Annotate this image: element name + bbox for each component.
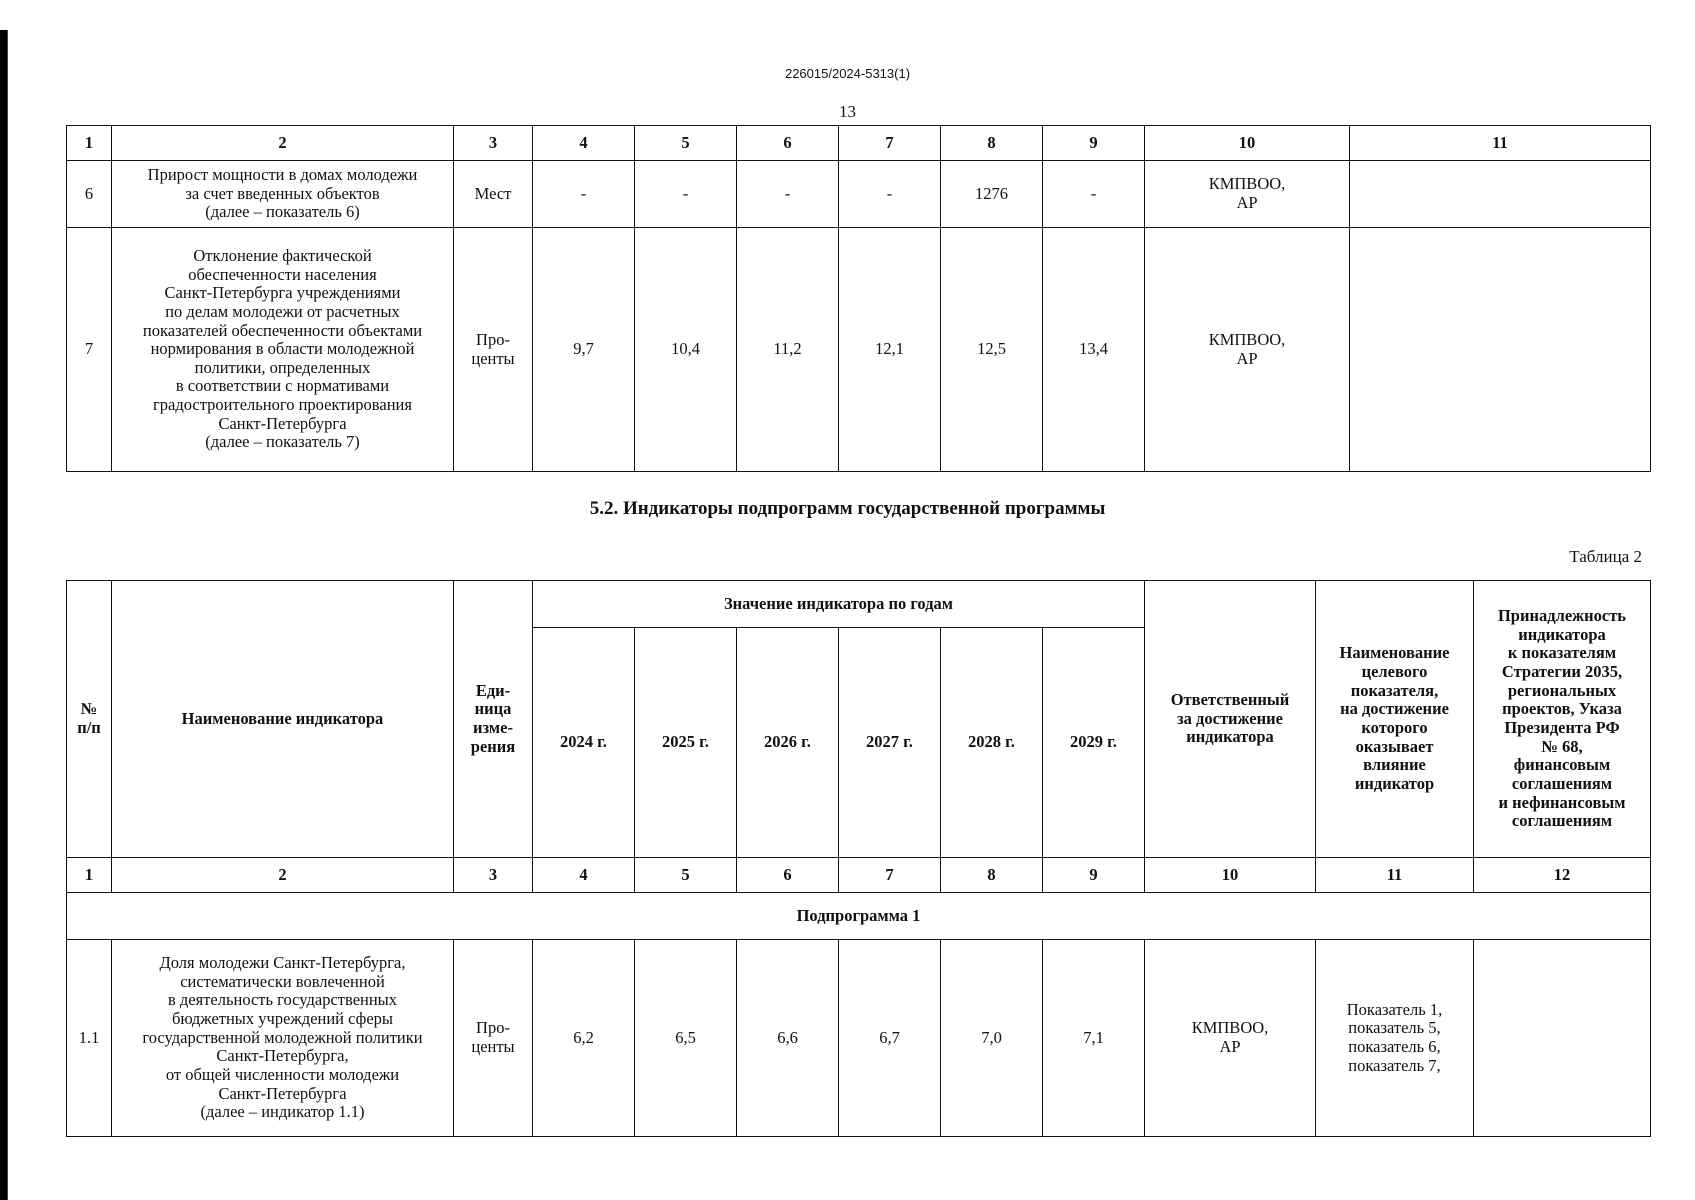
row-number: 6 xyxy=(67,161,112,228)
row-number: 1.1 xyxy=(67,940,112,1137)
col-number: 11 xyxy=(1350,126,1651,161)
column-number-row xyxy=(67,858,1651,893)
value-cell: - xyxy=(635,161,737,228)
header-year: 2024 г. xyxy=(533,628,635,858)
value-cell: 13,4 xyxy=(1043,228,1145,472)
responsible-cell: КМПВОО, АР xyxy=(1145,228,1350,472)
table-row xyxy=(67,161,1651,228)
value-cell: 10,4 xyxy=(635,228,737,472)
value-cell: 6,2 xyxy=(533,940,635,1137)
row-number: 7 xyxy=(67,228,112,472)
responsible-cell: КМПВОО, АР xyxy=(1145,940,1316,1137)
col-number: 7 xyxy=(839,858,941,893)
belonging-cell xyxy=(1474,940,1651,1137)
col-number: 10 xyxy=(1145,126,1350,161)
col-number: 12 xyxy=(1474,858,1651,893)
table-row xyxy=(67,940,1651,1137)
col-number: 4 xyxy=(533,858,635,893)
header-belonging: Принадлежность индикатора к показателям Стратегии 2035, региональных проектов, Указа Президента РФ № 68, финансовым соглашениям и нефинансовым соглашениям xyxy=(1474,581,1651,858)
indicators-table-continued xyxy=(66,125,1651,472)
column-number-row xyxy=(67,126,1651,161)
col-number: 2 xyxy=(112,858,454,893)
section-title: 5.2. Индикаторы подпрограмм государственной программы xyxy=(589,498,1106,519)
header-row xyxy=(67,581,1651,628)
col-number: 7 xyxy=(839,126,941,161)
value-cell: - xyxy=(737,161,839,228)
col-number: 1 xyxy=(67,858,112,893)
col-number: 6 xyxy=(737,126,839,161)
table-label: Таблица 2 xyxy=(1569,547,1642,566)
value-cell: 7,0 xyxy=(941,940,1043,1137)
col-number: 9 xyxy=(1043,126,1145,161)
header-year: 2028 г. xyxy=(941,628,1043,858)
header-number: № п/п xyxy=(67,581,112,858)
value-cell: 12,5 xyxy=(941,228,1043,472)
unit-cell: Про- центы xyxy=(454,228,533,472)
header-unit: Еди- ница изме- рения xyxy=(454,581,533,858)
table-row xyxy=(67,228,1651,472)
value-cell: 12,1 xyxy=(839,228,941,472)
col-number: 9 xyxy=(1043,858,1145,893)
unit-cell: Мест xyxy=(454,161,533,228)
col-number: 8 xyxy=(941,858,1043,893)
value-cell: 6,6 xyxy=(737,940,839,1137)
col-number: 10 xyxy=(1145,858,1316,893)
col-number: 3 xyxy=(454,858,533,893)
col-number: 1 xyxy=(67,126,112,161)
value-cell: - xyxy=(533,161,635,228)
value-cell: 11,2 xyxy=(737,228,839,472)
value-cell: 1276 xyxy=(941,161,1043,228)
col-number: 8 xyxy=(941,126,1043,161)
header-target-indicator: Наименование целевого показателя, на достижение которого оказывает влияние индикатор xyxy=(1316,581,1474,858)
scan-edge xyxy=(0,30,10,1200)
document-id: 226015/2024-5313(1) xyxy=(784,66,911,81)
col-number: 11 xyxy=(1316,858,1474,893)
value-cell: 6,5 xyxy=(635,940,737,1137)
value-cell: 7,1 xyxy=(1043,940,1145,1137)
col-number: 6 xyxy=(737,858,839,893)
extra-cell xyxy=(1350,228,1651,472)
col-number: 5 xyxy=(635,858,737,893)
indicator-name: Отклонение фактической обеспеченности населения Санкт-Петербурга учреждениями по делам молодежи от расчетных показателей обеспеченности объектами нормирования в области молодежной политики, определенных в соответствии с нормативами градостроительного проектирования Санкт-Петербурга (далее – показатель 7) xyxy=(112,228,454,472)
subprogram-row xyxy=(67,893,1651,940)
value-cell: - xyxy=(1043,161,1145,228)
col-number: 5 xyxy=(635,126,737,161)
value-cell: 9,7 xyxy=(533,228,635,472)
indicator-name: Доля молодежи Санкт-Петербурга, систематически вовлеченной в деятельность государственных бюджетных учреждений сферы государственной молодежной политики Санкт-Петербурга, от общей численности молодежи Санкт-Петербурга (далее – индикатор 1.1) xyxy=(112,940,454,1137)
header-responsible: Ответственный за достижение индикатора xyxy=(1145,581,1316,858)
value-cell: 6,7 xyxy=(839,940,941,1137)
col-number: 2 xyxy=(112,126,454,161)
col-number: 3 xyxy=(454,126,533,161)
col-number: 4 xyxy=(533,126,635,161)
header-year: 2025 г. xyxy=(635,628,737,858)
header-years-group: Значение индикатора по годам xyxy=(533,581,1145,628)
value-cell: - xyxy=(839,161,941,228)
header-year: 2026 г. xyxy=(737,628,839,858)
subprogram-title: Подпрограмма 1 xyxy=(67,893,1651,940)
header-year: 2029 г. xyxy=(1043,628,1145,858)
extra-cell xyxy=(1350,161,1651,228)
header-year: 2027 г. xyxy=(839,628,941,858)
subprogram-indicators-table xyxy=(66,580,1651,1137)
responsible-cell: КМПВОО, АР xyxy=(1145,161,1350,228)
page-number: 13 xyxy=(839,102,856,121)
indicator-name: Прирост мощности в домах молодежи за счет введенных объектов (далее – показатель 6) xyxy=(112,161,454,228)
header-indicator-name: Наименование индикатора xyxy=(112,581,454,858)
unit-cell: Про- центы xyxy=(454,940,533,1137)
target-indicator-cell: Показатель 1, показатель 5, показатель 6, показатель 7, xyxy=(1316,940,1474,1137)
